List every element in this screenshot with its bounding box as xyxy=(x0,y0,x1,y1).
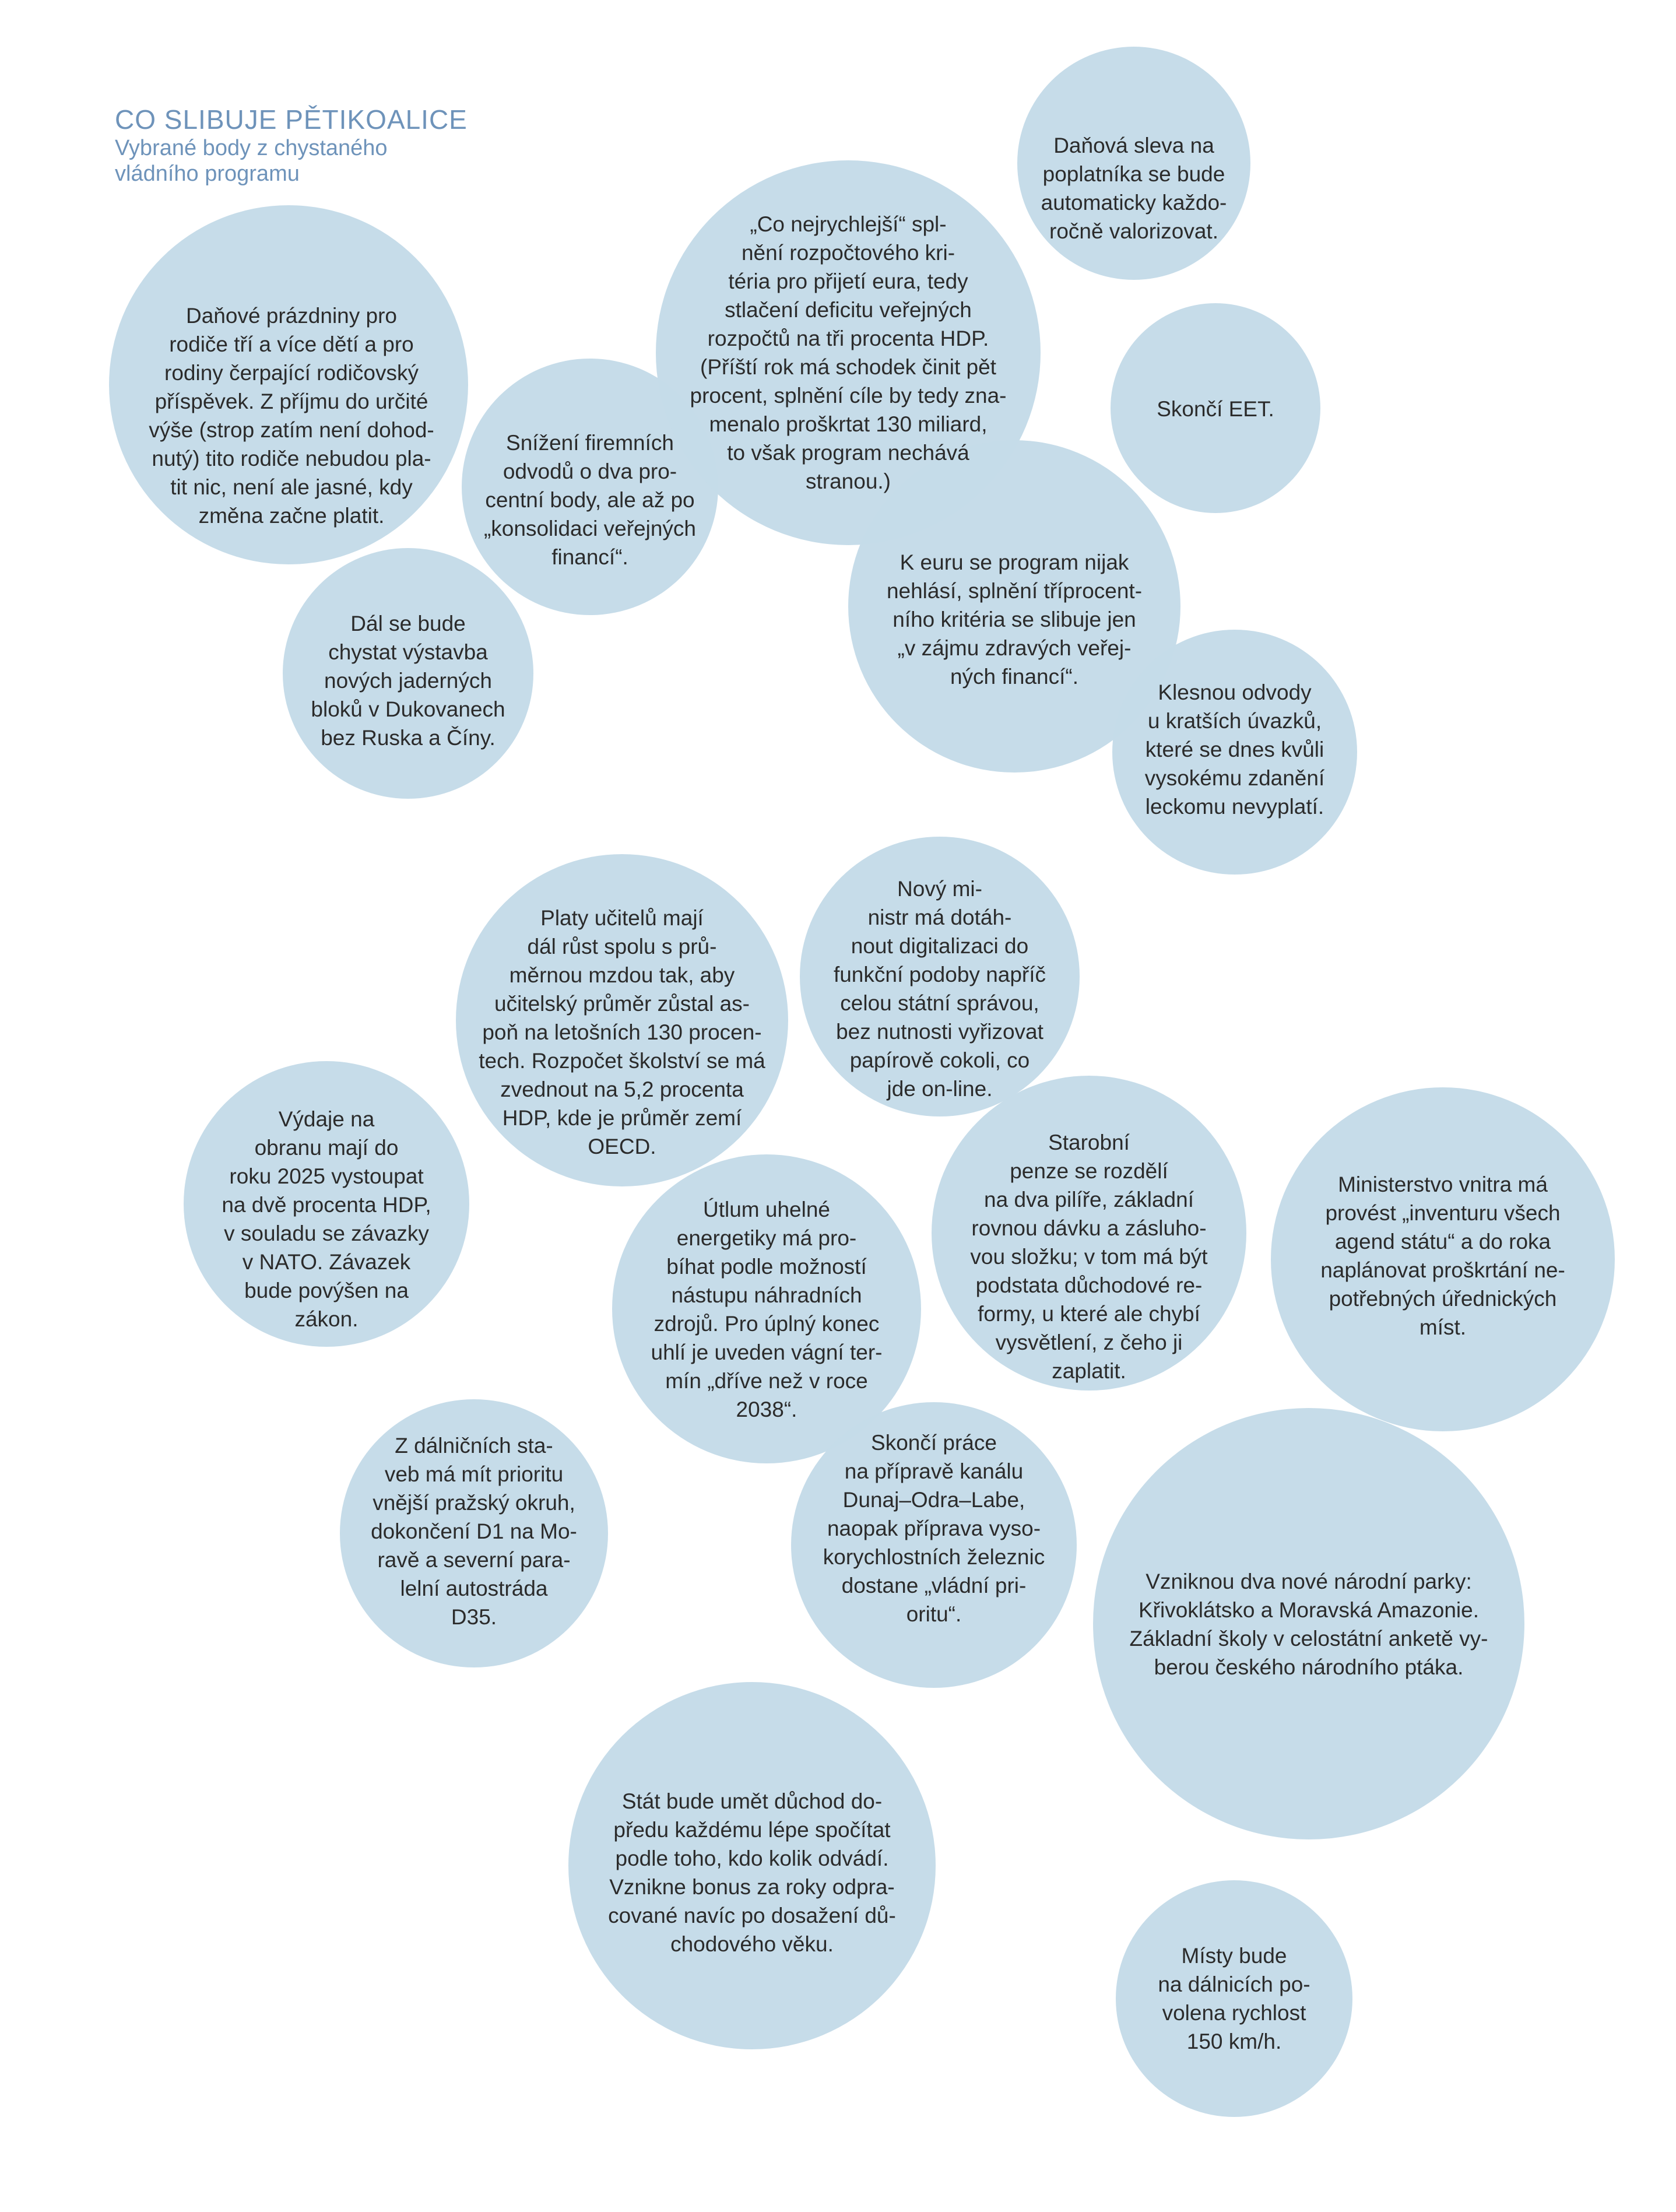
bubble-euro-kriterium-text xyxy=(656,210,1041,496)
bubble-text-line: rodiče tří a více dětí a pro xyxy=(169,332,414,356)
bubble-text-line: učitelský průměr zůstal as- xyxy=(494,992,750,1016)
bubble-text-line: HDP, kde je průměr zemí xyxy=(502,1106,742,1130)
bubble-eet-text xyxy=(1111,395,1320,423)
bubble-text-line: bude povýšen na xyxy=(244,1279,409,1302)
bubble-text-line: v NATO. Závazek xyxy=(242,1250,411,1274)
bubble-text-line: Starobní xyxy=(1048,1130,1130,1154)
bubble-text-line: Daňové prázdniny pro xyxy=(186,304,397,328)
bubble-text-line: Křivoklátsko a Moravská Amazonie. xyxy=(1138,1598,1479,1622)
bubble-text-line: Skončí EET. xyxy=(1157,397,1274,421)
infographic-subtitle-line-2: vládního programu xyxy=(115,161,300,186)
bubble-text-line: cované navíc po dosažení dů- xyxy=(608,1904,896,1927)
bubble-text-line: které se dnes kvůli xyxy=(1145,738,1324,761)
bubble-text-line: nění rozpočtového kri- xyxy=(741,241,955,265)
bubble-text-line: roku 2025 vystoupat xyxy=(229,1164,424,1188)
bubble-jaderne-bloky-text xyxy=(283,609,533,752)
bubble-text-line: centní body, ale až po xyxy=(485,488,695,512)
bubble-text-line: Vzniknou dva nové národní parky: xyxy=(1146,1570,1472,1593)
bubble-text-line: nástupu náhradních xyxy=(671,1283,862,1307)
bubble-text-line: tech. Rozpočet školství se má xyxy=(479,1049,765,1073)
bubble-text-line: jde on-line. xyxy=(887,1077,993,1101)
bubble-text-line: měrnou mzdou tak, aby xyxy=(509,963,735,987)
bubble-text-line: lelní autostráda xyxy=(400,1577,548,1600)
bubble-text-line: volena rychlost xyxy=(1162,2001,1306,2025)
bubble-text-line: na dvě procenta HDP, xyxy=(222,1193,431,1217)
infographic-title: CO SLIBUJE PĚTIKOALICE xyxy=(115,104,468,135)
bubble-text-line: chystat výstavba xyxy=(328,640,488,664)
bubble-text-line: stranou.) xyxy=(805,469,891,493)
bubble-text-line: bez nutnosti vyřizovat xyxy=(836,1020,1043,1044)
bubble-text-line: veb má mít prioritu xyxy=(384,1462,564,1486)
bubble-duchod-bonus-text xyxy=(568,1787,936,1958)
bubble-platy-ucitelu-text xyxy=(456,904,788,1161)
bubble-text-line: ročně valorizovat. xyxy=(1049,219,1218,243)
bubble-text-line: odvodů o dva pro- xyxy=(503,459,677,483)
bubble-text-line: (Příští rok má schodek činit pět xyxy=(700,355,996,379)
bubble-text-line: rodiny čerpající rodičovský xyxy=(164,361,419,385)
bubble-text-line: poplatníka se bude xyxy=(1042,162,1225,186)
bubble-text-line: naplánovat proškrtání ne- xyxy=(1320,1258,1565,1282)
bubble-text-line: změna začne platit. xyxy=(198,504,385,528)
bubble-text-line: financí“. xyxy=(551,545,628,569)
bubble-text-line: dál růst spolu s prů- xyxy=(527,935,717,958)
bubble-text-line: poň na letošních 130 procen- xyxy=(482,1020,762,1044)
bubble-text-line: Daňová sleva na xyxy=(1053,134,1214,157)
bubble-text-line: v souladu se závazky xyxy=(224,1221,429,1245)
bubble-text-line: procent, splnění cíle by tedy zna- xyxy=(690,384,1007,408)
bubble-text-line: celou státní správou, xyxy=(840,991,1039,1015)
bubble-text-line: mín „dříve než v roce xyxy=(665,1369,868,1393)
bubble-text-line: Dunaj–Odra–Labe, xyxy=(842,1488,1025,1512)
bubble-text-line: na dálnicích po- xyxy=(1158,1972,1310,1996)
bubble-text-line: 2038“. xyxy=(736,1398,797,1421)
bubble-text-line: ných financí“. xyxy=(950,665,1079,689)
bubble-text-line: „v zájmu zdravých veřej- xyxy=(897,636,1132,660)
bubble-text-line: Nový mi- xyxy=(897,877,982,901)
bubble-text-line: penze se rozdělí xyxy=(1010,1159,1168,1183)
bubble-text-line: předu každému lépe spočítat xyxy=(613,1818,891,1842)
bubble-text-line: Útlum uhelné xyxy=(702,1198,830,1221)
bubble-text-line: podstata důchodové re- xyxy=(975,1273,1203,1297)
bubble-text-line: papírově cokoli, co xyxy=(849,1048,1030,1072)
bubble-kratsi-uvazky-text xyxy=(1112,678,1357,821)
bubble-text-line: vysokému zdanění xyxy=(1144,766,1325,790)
bubble-inventura-agend-text xyxy=(1271,1170,1615,1342)
bubble-text-line: uhlí je uveden vágní ter- xyxy=(651,1340,883,1364)
bubble-text-line: na dva pilíře, základní xyxy=(984,1188,1194,1212)
bubble-text-line: „Co nejrychlejší“ spl- xyxy=(750,212,947,236)
bubble-text-line: podle toho, kdo kolik odvádí. xyxy=(615,1846,889,1870)
bubble-k-euru-text xyxy=(848,548,1180,691)
bubble-text-line: Místy bude xyxy=(1181,1944,1287,1968)
bubble-text-line: Klesnou odvody xyxy=(1158,680,1312,704)
bubble-text-line: korychlostních železnic xyxy=(823,1545,1045,1569)
bubble-text-line: dokončení D1 na Mo- xyxy=(371,1519,577,1543)
bubble-text-line: bloků v Dukovanech xyxy=(311,697,505,721)
bubble-text-line: ního kritéria se slibuje jen xyxy=(893,608,1136,631)
bubble-text-line: bíhat podle možností xyxy=(666,1255,867,1279)
bubble-digitalizace-text xyxy=(800,875,1080,1103)
bubble-text-line: automaticky každo- xyxy=(1041,191,1227,215)
bubble-text-line: zaplatit. xyxy=(1052,1359,1126,1383)
bubble-text-line: chodového věku. xyxy=(670,1932,834,1956)
bubble-text-line: ravě a severní para- xyxy=(377,1548,571,1572)
bubble-text-line: formy, u které ale chybí xyxy=(978,1302,1200,1326)
bubble-rychlost-150-text xyxy=(1116,1941,1352,2056)
bubble-text-line: bez Ruska a Číny. xyxy=(321,726,496,750)
bubble-text-line: příspěvek. Z příjmu do určité xyxy=(154,389,428,413)
bubble-text-line: téria pro přijetí eura, tedy xyxy=(728,269,968,293)
bubble-obrana-text xyxy=(184,1105,469,1333)
bubble-text-line: Skončí práce xyxy=(871,1431,997,1455)
bubble-text-line: naopak příprava vyso- xyxy=(827,1516,1041,1540)
bubble-text-line: energetiky má pro- xyxy=(676,1226,857,1250)
bubble-text-line: provést „inventuru všech xyxy=(1325,1201,1561,1225)
bubble-text-line: Ministerstvo vnitra má xyxy=(1338,1172,1548,1196)
bubble-text-line: stlačení deficitu veřejných xyxy=(725,298,972,322)
bubble-text-line: funkční podoby napříč xyxy=(833,963,1046,986)
bubble-text-line: nutý) tito rodiče nebudou pla- xyxy=(152,447,431,471)
bubble-danove-prazdniny-text xyxy=(140,301,443,530)
bubble-text-line: u kratších úvazků, xyxy=(1147,709,1322,733)
bubble-text-line: tit nic, není ale jasné, kdy xyxy=(170,475,413,499)
bubble-text-line: zvednout na 5,2 procenta xyxy=(500,1077,744,1101)
bubble-text-line: leckomu nevyplatí. xyxy=(1145,795,1324,819)
bubble-text-line: Dál se bude xyxy=(350,612,466,635)
bubble-text-line: to však program nechává xyxy=(727,441,969,465)
bubble-text-line: Stát bude umět důchod do- xyxy=(621,1789,883,1813)
bubble-text-line: potřebných úřednických xyxy=(1329,1287,1557,1311)
bubble-dalnicni-stavby-text xyxy=(340,1431,608,1631)
bubble-text-line: nistr má dotáh- xyxy=(867,905,1012,929)
bubble-text-line: nout digitalizaci do xyxy=(851,934,1029,958)
bubble-text-line: Z dálničních sta- xyxy=(395,1434,553,1458)
bubble-text-line: 150 km/h. xyxy=(1186,2030,1282,2053)
bubble-kanal-dol-text xyxy=(791,1428,1077,1628)
bubble-text-line: oritu“. xyxy=(906,1602,962,1626)
bubble-text-line: Snížení firemních xyxy=(506,431,674,455)
bubble-text-line: rozpočtů na tři procenta HDP. xyxy=(707,326,989,350)
infographic-subtitle-line-1: Vybrané body z chystaného xyxy=(115,136,388,160)
bubble-text-line: zákon. xyxy=(294,1307,359,1331)
bubble-uhelna-energetika-text xyxy=(612,1195,921,1424)
bubble-text-line: na přípravě kanálu xyxy=(844,1459,1024,1483)
bubble-text-line: agend státu“ a do roka xyxy=(1334,1230,1551,1254)
bubble-text-line: výše (strop zatím není dohod- xyxy=(149,418,434,442)
bubble-text-line: berou českého národního ptáka. xyxy=(1154,1655,1464,1679)
bubble-text-line: Platy učitelů mají xyxy=(540,906,704,930)
bubble-text-line: Základní školy v celostátní anketě vy- xyxy=(1129,1627,1488,1651)
bubble-narodni-parky-text xyxy=(1093,1567,1524,1681)
bubble-text-line: OECD. xyxy=(588,1135,656,1158)
bubble-text-line: obranu mají do xyxy=(254,1136,399,1160)
bubble-text-line: vysvětlení, z čeho ji xyxy=(995,1330,1183,1354)
bubble-text-line: Vznikne bonus za roky odpra- xyxy=(609,1875,895,1899)
bubble-text-line: Výdaje na xyxy=(278,1107,375,1131)
bubble-text-line: nehlásí, splnění tříprocent- xyxy=(886,579,1143,603)
bubble-text-line: míst. xyxy=(1419,1315,1467,1339)
bubble-text-line: zdrojů. Pro úplný konec xyxy=(653,1312,880,1336)
bubble-text-line: „konsolidaci veřejných xyxy=(483,517,696,540)
bubble-text-line: D35. xyxy=(451,1605,497,1629)
bubble-text-line: rovnou dávku a zásluho- xyxy=(971,1216,1207,1240)
bubble-text-line: vou složku; v tom má být xyxy=(970,1245,1208,1269)
bubble-starobni-penze-text xyxy=(932,1128,1246,1385)
bubble-text-line: menalo proškrtat 130 miliard, xyxy=(709,412,988,436)
bubble-text-line: dostane „vládní pri- xyxy=(841,1574,1027,1597)
bubble-text-line: vnější pražský okruh, xyxy=(373,1491,575,1515)
bubble-danova-sleva-text xyxy=(1017,131,1250,245)
bubble-text-line: K euru se program nijak xyxy=(900,550,1129,574)
bubble-text-line: nových jaderných xyxy=(324,669,492,693)
